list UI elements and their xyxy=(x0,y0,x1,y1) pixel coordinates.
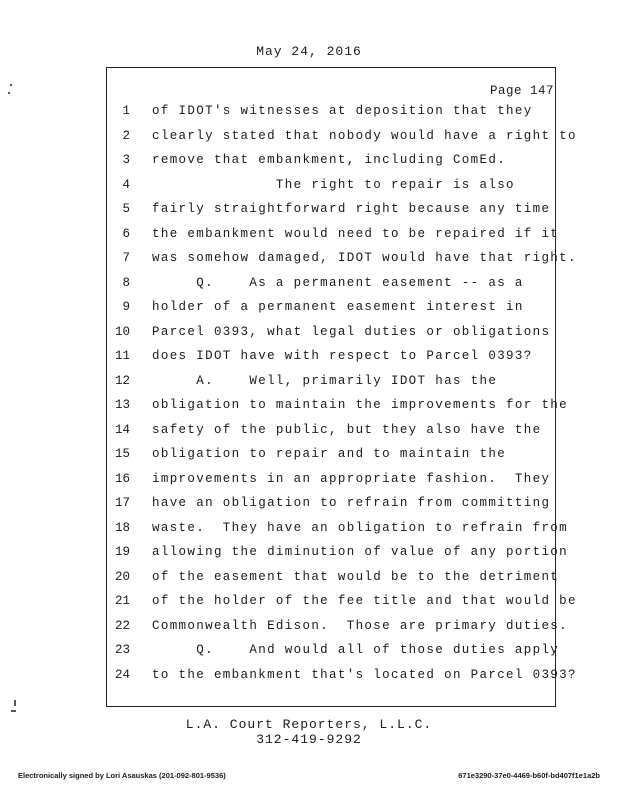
transcript-line: of the holder of the fee title and that would be xyxy=(152,594,577,608)
line-number: 23 xyxy=(114,643,130,657)
transcript-line: clearly stated that nobody would have a right to xyxy=(152,128,577,143)
transcript-line: obligation to maintain the improvements for the xyxy=(152,398,569,412)
transcript-line: obligation to repair and to maintain the xyxy=(152,447,507,461)
line-number: 22 xyxy=(114,618,130,633)
line-number: 6 xyxy=(122,226,130,241)
line-number: 18 xyxy=(114,520,130,535)
transcript-line: Commonwealth Edison. Those are primary duties. xyxy=(152,618,569,633)
line-number: 11 xyxy=(114,349,130,363)
scan-artifact xyxy=(8,92,10,94)
line-number: 2 xyxy=(122,128,130,143)
transcript-line: Q. As a permanent easement -- as a xyxy=(152,275,524,290)
line-number: 13 xyxy=(114,398,130,412)
footer-phone: 312-419-9292 xyxy=(256,732,362,747)
line-number: 17 xyxy=(114,496,130,510)
transcript-line: fairly straightforward right because any time xyxy=(152,202,551,216)
line-number: 15 xyxy=(114,447,130,461)
line-number: 8 xyxy=(122,275,130,290)
scan-artifact xyxy=(10,84,12,86)
line-number: 12 xyxy=(114,373,130,388)
transcript-line: of the easement that would be to the detriment xyxy=(152,569,560,584)
transcript-line: A. Well, primarily IDOT has the xyxy=(152,373,498,388)
transcript-line: does IDOT have with respect to Parcel 0393? xyxy=(152,349,533,363)
transcript-line: the embankment would need to be repaired if it xyxy=(152,226,560,241)
transcript-line: of IDOT's witnesses at deposition that they xyxy=(152,104,533,118)
transcript-line: holder of a permanent easement interest in xyxy=(152,300,524,314)
line-number: 4 xyxy=(122,177,130,192)
line-number: 19 xyxy=(114,545,130,559)
footer-company: L.A. Court Reporters, L.L.C. xyxy=(185,717,433,732)
line-number: 10 xyxy=(114,324,130,339)
transcript-line: was somehow damaged, IDOT would have that right. xyxy=(152,251,577,265)
transcript-line: to the embankment that's located on Parcel 0393? xyxy=(152,667,577,682)
line-number: 7 xyxy=(122,251,130,265)
transcript-line: have an obligation to refrain from committing xyxy=(152,496,551,510)
transcript-line: remove that embankment, including ComEd. xyxy=(152,153,507,167)
line-number: 3 xyxy=(122,153,130,167)
transcript-line: improvements in an appropriate fashion. They xyxy=(152,471,551,486)
document-id: 671e3290-37e0-4469-b60f-bd407f1e1a2b xyxy=(458,771,600,780)
line-number: 24 xyxy=(114,667,130,682)
line-number: 16 xyxy=(114,471,130,486)
electronic-signature: Electronically signed by Lori Asauskas (201-092-801-9536) xyxy=(18,771,226,780)
transcript-line: waste. They have an obligation to refrain from xyxy=(152,520,569,535)
transcript-line: The right to repair is also xyxy=(152,177,515,192)
page-number-label: Page 147 xyxy=(489,84,554,98)
scan-artifact xyxy=(14,700,16,706)
transcript-line: Q. And would all of those duties apply xyxy=(152,643,560,657)
line-number: 14 xyxy=(114,422,130,437)
line-number: 21 xyxy=(114,594,130,608)
line-number: 1 xyxy=(122,104,130,118)
line-number: 5 xyxy=(122,202,130,216)
scan-artifact xyxy=(11,710,16,712)
line-number: 20 xyxy=(114,569,130,584)
transcript-line: Parcel 0393, what legal duties or obligations xyxy=(152,324,551,339)
header-date: May 24, 2016 xyxy=(256,44,362,59)
line-number: 9 xyxy=(122,300,130,314)
transcript-line: safety of the public, but they also have the xyxy=(152,422,542,437)
transcript-line: allowing the diminution of value of any portion xyxy=(152,545,569,559)
